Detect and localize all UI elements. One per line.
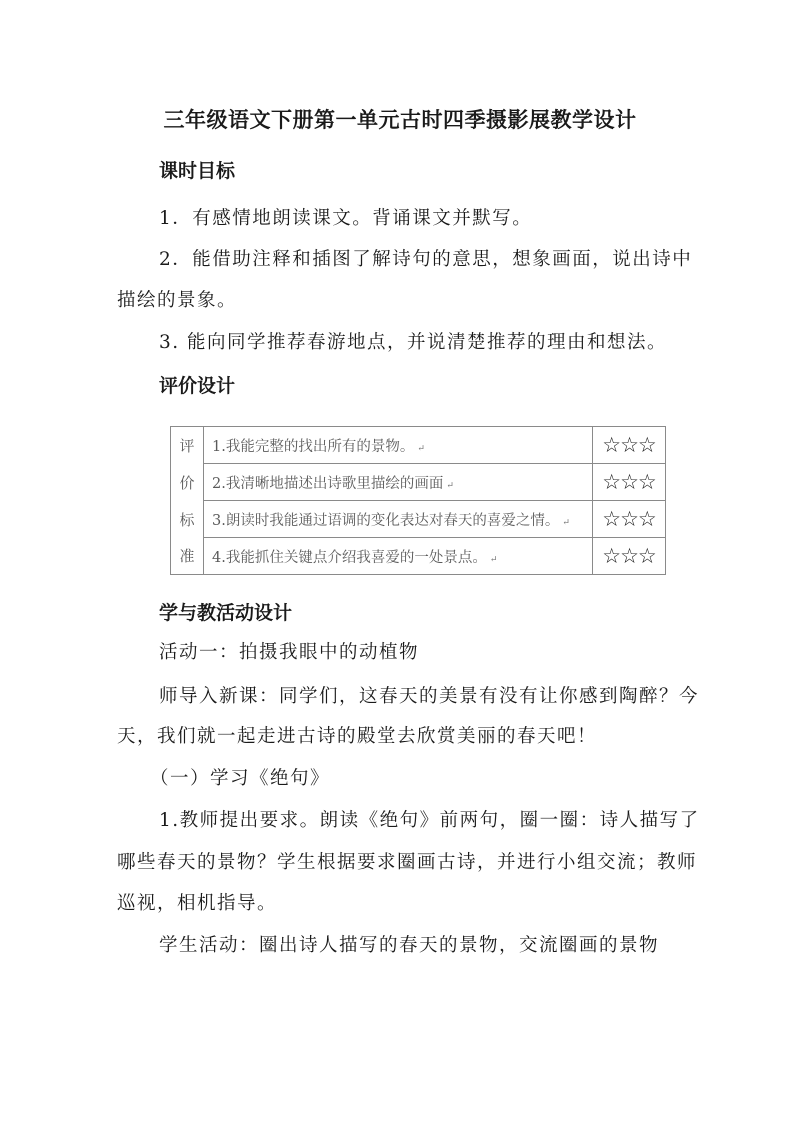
table-row bbox=[171, 538, 666, 575]
return-mark: ↵ bbox=[417, 443, 425, 454]
table-row bbox=[171, 464, 666, 501]
paragraph-line: 哪些春天的景物？学生根据要求圈画古诗，并进行小组交流；教师 bbox=[117, 852, 698, 873]
paragraph-line: 师导入新课：同学们，这春天的美景有没有让你感到陶醉？今 bbox=[159, 686, 700, 707]
side-label-char: 标 bbox=[171, 501, 204, 538]
page-title: 三年级语文下册第一单元古时四季摄影展教学设计 bbox=[163, 108, 637, 132]
goal-item-1: 1．有感情地朗读课文。背诵课文并默写。 bbox=[159, 208, 533, 229]
paragraph-line: 天，我们就一起走进古诗的殿堂去欣赏美丽的春天吧！ bbox=[117, 726, 598, 747]
star-rating: ☆☆☆ bbox=[593, 464, 666, 501]
paragraph-line: 学生活动：圈出诗人描写的春天的景物，交流圈画的景物 bbox=[159, 935, 660, 956]
criterion-cell bbox=[204, 464, 593, 501]
table-row bbox=[171, 501, 666, 538]
side-label-char: 价 bbox=[171, 464, 204, 501]
side-label-char: 准 bbox=[171, 538, 204, 575]
criterion-text: 3.朗读时我能通过语调的变化表达对春天的喜爱之情。 bbox=[212, 512, 560, 529]
paragraph-line: 1.教师提出要求。朗读《绝句》前两句，圈一圈：诗人描写了 bbox=[159, 810, 700, 831]
criterion-text: 4.我能抓住关键点介绍我喜爱的一处景点。 bbox=[212, 549, 487, 566]
goal-item-2-continued: 描绘的景象。 bbox=[117, 290, 238, 311]
return-mark: ↵ bbox=[446, 480, 454, 491]
activities-heading: 学与教活动设计 bbox=[159, 602, 293, 624]
subsection-title: （一）学习《绝句》 bbox=[150, 768, 331, 789]
paragraph-line: 巡视，相机指导。 bbox=[117, 893, 278, 914]
return-mark: ↵ bbox=[562, 517, 570, 528]
star-rating: ☆☆☆ bbox=[593, 538, 666, 575]
star-rating: ☆☆☆ bbox=[593, 501, 666, 538]
criterion-cell bbox=[204, 427, 593, 464]
criterion-text: 1.我能完整的找出所有的景物。 bbox=[212, 438, 415, 455]
criterion-text: 2.我清晰地描述出诗歌里描绘的画面 bbox=[212, 475, 444, 492]
evaluation-table bbox=[170, 426, 666, 575]
evaluation-heading: 评价设计 bbox=[159, 375, 236, 397]
star-rating: ☆☆☆ bbox=[593, 427, 666, 464]
goals-heading: 课时目标 bbox=[159, 160, 236, 182]
criterion-cell bbox=[204, 538, 593, 575]
goal-item-2: 2．能借助注释和插图了解诗句的意思，想象画面，说出诗中 bbox=[159, 249, 693, 270]
criterion-cell bbox=[204, 501, 593, 538]
activity-title: 活动一：拍摄我眼中的动植物 bbox=[159, 642, 420, 663]
goal-item-3: 3. 能向同学推荐春游地点，并说清楚推荐的理由和想法。 bbox=[159, 332, 668, 353]
side-label-char: 评 bbox=[171, 427, 204, 464]
table-row bbox=[171, 427, 666, 464]
return-mark: ↵ bbox=[489, 554, 498, 565]
